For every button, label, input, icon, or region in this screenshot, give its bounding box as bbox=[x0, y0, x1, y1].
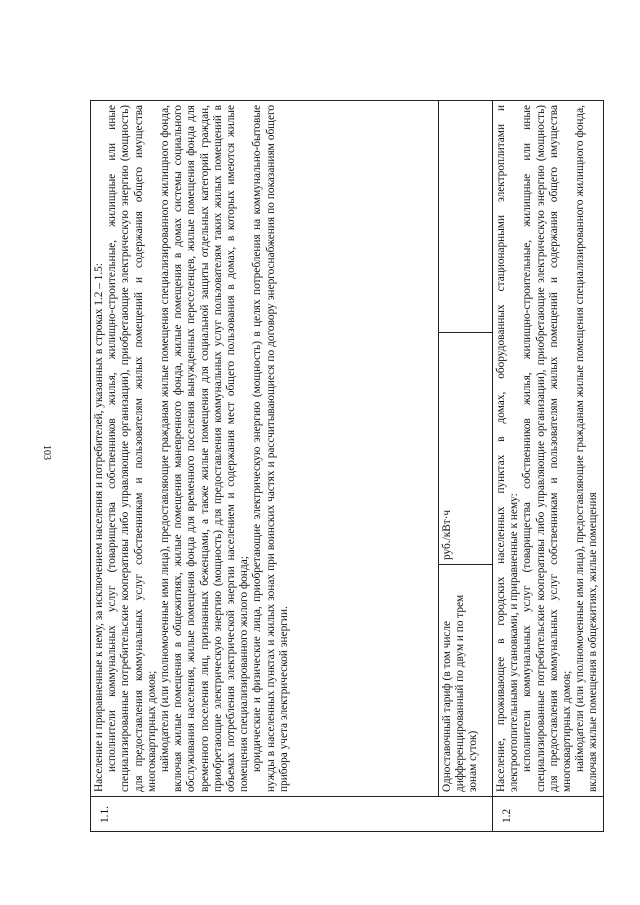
row-description bbox=[493, 101, 604, 797]
tariff-value bbox=[439, 101, 493, 333]
row-number: 1.1. bbox=[91, 797, 493, 832]
tariff-table bbox=[90, 100, 604, 832]
row-paragraph: Население, проживающее в городских населенных пунктах в домах, оборудованных стационарными электроплитами и электроотопительными установками, и приравненные к нему: bbox=[495, 105, 521, 792]
page-number: 103 bbox=[41, 445, 52, 460]
tariff-unit: руб./кВт·ч bbox=[439, 333, 493, 565]
row-paragraph: Население и приравненные к нему, за исключением населения и потребителей, указанных в строках 1.2 – 1.5: bbox=[93, 263, 105, 792]
rotated-table-container bbox=[90, 100, 600, 832]
table-row bbox=[91, 101, 439, 832]
row-description bbox=[91, 101, 439, 797]
row-paragraph: юридические и физические лица, приобретающие электрическую энергию (мощность) в целях потребления на коммунально-бытовые нужды в населенных пунктах и жилых зонах при воинских частях и рассчитывающиеся по договору энергоснабжения по показаниям общего прибора учета электрической энергии. bbox=[251, 105, 290, 792]
tariff-label: Одноставочный тариф (в том числе дифференцированный по двум и по трем зонам суток) bbox=[439, 565, 493, 797]
row-paragraph: наймодатели (или уполномоченные ими лица), предоставляющие гражданам жилые помещения специализированного жилищного фонда, включая жилые помещения в общежитиях, жилые помещения bbox=[574, 105, 600, 792]
table-row bbox=[439, 101, 493, 832]
row-paragraph: наймодатели (или уполномоченные ими лица), предоставляющие гражданам жилые помещения специализированного жилищного фонда, включая жилые помещения в общежитиях, жилые помещения маневренного фонда, жилые помещения в домах системы социального обслуживания населения, жилые помещения фонда для временного поселения вынужденных переселенцев, жилые помещения фонда для временного поселения лиц, признанных беженцами, а также жилые помещения для социальной защиты отдельных категорий граждан, приобретающие электрическую энергию (мощность) для предоставления коммунальных услуг пользователям таких жилых помещений в объемах потребления электрической энергии населением и содержания мест общего пользования в домах, в которых имеются жилые помещения специализированного жилого фонда; bbox=[159, 105, 251, 792]
row-paragraph: исполнители коммунальных услуг (товарищества собственников жилья, жилищно-строительные, жилищные или иные специализированные потребительские кооперативы либо управляющие организации), приобретающие электрическую энергию (мощность) для предоставления коммунальных услуг собственникам и пользователям жилых помещений и содержания общего имущества многоквартирных домов; bbox=[106, 105, 158, 792]
table-row bbox=[493, 101, 604, 832]
row-number: 1.2 bbox=[493, 797, 604, 832]
row-paragraph: исполнители коммунальных услуг (товарищества собственников жилья, жилищно-строительные, жилищные или иные специализированные потребительские кооперативы либо управляющие организации), приобретающие электрическую энергию (мощность) для предоставления коммунальных услуг собственникам и пользователям жилых помещений и содержания общего имущества многоквартирных домов; bbox=[521, 105, 574, 792]
